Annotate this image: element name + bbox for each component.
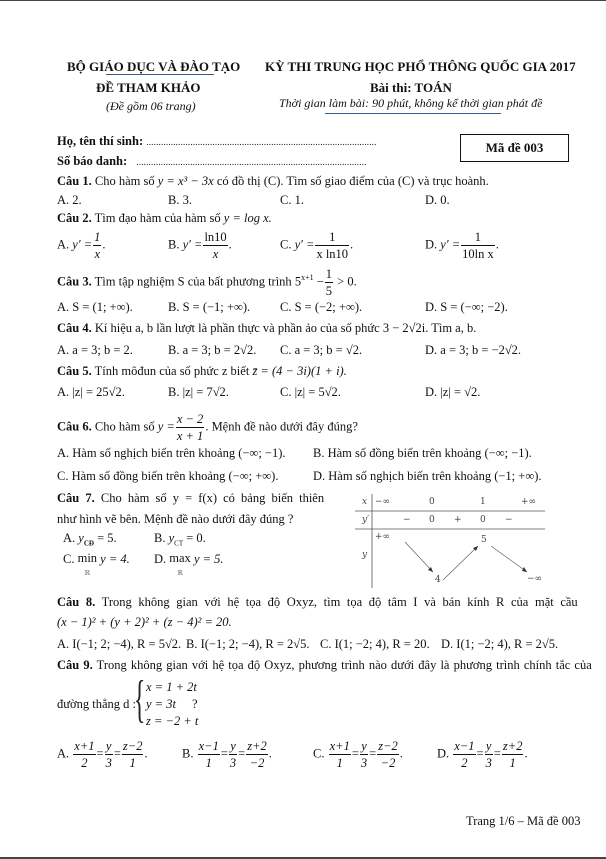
fraction [198,740,220,769]
system-equation: z = −2 + t [146,714,199,728]
fraction [229,740,237,769]
formula-tail: > 0. [337,274,357,289]
numerator: x−1 [454,739,475,753]
pages-note: (Đề gồm 06 trang) [106,99,196,113]
system-equation: y = 3t [146,697,176,711]
question-text: Cho hàm số [94,419,155,434]
increasing-arrow [443,546,478,580]
question-2 [57,211,272,226]
x-value: 0 [429,497,435,507]
ministry-underline [106,74,214,75]
ministry-name: BỘ GIÁO DỤC VÀ ĐÀO TẠO [67,59,241,74]
yprime-value: 0 [429,515,435,525]
numerator: y [361,739,367,753]
q8-option-c[interactable]: C. I(1; −2; 4), R = 20. [320,637,430,651]
option-letter: C. [280,237,292,252]
fraction [485,740,493,769]
q4-option-c[interactable]: C. a = 3; b = √2. [280,343,363,357]
denominator: x [94,246,101,261]
denominator: 2 [461,755,468,770]
denominator: 3 [105,755,112,770]
question-6 [57,413,358,442]
option-lhs: y′ = [182,237,203,252]
max-operator [169,552,191,577]
yprime-sign: − [505,515,513,525]
q6-option-b[interactable]: B. Hàm số đồng biến trên khoảng (−∞; −1). [313,446,532,460]
option-letter: C. [313,746,325,761]
option-letter: D. [154,552,167,566]
fraction [325,268,333,297]
q5-option-c[interactable]: C. |z| = 5√2. [280,385,341,399]
exam-code: Mã đề 003 [485,140,544,155]
question-text: Tìm đạo hàm của hàm số [94,211,221,225]
option-expr: min [77,551,98,565]
q9-option-c[interactable]: C. $\frac{x+1}{1}$ = $\frac{y}{3}$ = $\frac{z-2}{-2}$ . [313,739,403,770]
option-letter: B. [168,237,180,252]
question-1 [57,174,489,189]
denominator: 1 [336,755,343,770]
denominator: 1 [205,755,212,770]
option-lhs: y′ = [440,237,461,252]
yprime-sign: − [403,515,411,525]
decreasing-arrow [491,546,527,572]
page-top-border [0,0,606,1]
q9-option-d[interactable]: D. $\frac{x-1}{2}$ = $\frac{y}{3}$ = $\frac{z+2}{1}$ . [437,739,528,770]
y-value: +∞ [375,532,391,542]
arrow-head [522,567,527,572]
question-4 [57,321,476,336]
question-text-after: có đồ thị (C). Tìm số giao điểm của (C) và trục hoành. [216,174,489,188]
option-letter: B. [182,746,194,761]
fraction [203,231,227,260]
denominator: 1 [129,755,136,770]
question-formula: z̄ = (4 − 3i)(1 + i). [252,364,347,378]
question-text: Trong không gian với hệ tọa độ Oxyz, phương trình nào dưới đây là phương trình chính tắc của [96,658,592,672]
denominator: 3 [485,755,492,770]
q7-option-b[interactable] [154,531,206,548]
question-text: Kí hiệu a, b lần lượt là phần thực và phần ảo của số phức 3 − 2√2i. Tìm a, b. [94,321,477,335]
fraction [73,740,95,769]
time-note: Thời gian làm bài: 90 phút, không kể thời gian phát đề [279,96,543,110]
question-text: Tìm tập nghiệm S của bất phương trình [94,274,292,289]
option-lhs: y′ = [294,237,315,252]
denominator: x ln10 [316,246,349,261]
option-expr: y [78,531,84,545]
option-rhs: = 0. [186,531,206,545]
denominator: 5 [325,283,333,298]
q9-option-a[interactable]: A. $\frac{x+1}{2}$ = $\frac{y}{3}$ = $\frac{z-2}{1}$ . [57,739,148,770]
doc-type: ĐỀ THAM KHẢO [96,80,201,95]
student-id-label: Số báo danh: [57,154,128,168]
line-label: đường thẳng d : [57,697,137,711]
option-sub: ℝ [177,568,183,577]
fraction [461,231,495,260]
fraction [246,740,268,769]
q4-option-a[interactable]: A. a = 3; b = 2. [57,343,133,357]
numerator: x − 2 [176,412,204,426]
decreasing-arrow [405,542,433,572]
yprime-value: 0 [480,515,486,525]
q2-option-d[interactable]: D. y′ = $\frac{1}{\text{10ln x}}$ . [425,230,499,261]
fraction [453,740,475,769]
option-letter: B. [154,531,166,545]
q8-formula: (x − 1)² + (y + 2)² + (z − 4)² = 20. [57,615,232,629]
numerator: 1 [94,230,101,244]
student-id-field[interactable]: .............................................................................................. [136,157,367,167]
q4-option-d[interactable]: D. a = 3; b = −2√2. [425,343,522,357]
option-lhs: y′ = [72,237,93,252]
option-letter: A. [63,531,76,545]
question-7 [57,491,324,506]
question-label: Câu 9. [57,658,93,672]
denominator: −2 [249,755,265,770]
numerator: y [105,739,112,753]
q2-option-c[interactable]: C. y′ = $\frac{1}{\text{x ln10}}$ . [280,230,354,261]
option-expr: y [168,531,175,545]
q6-option-d[interactable]: D. Hàm số nghịch biến trên khoảng (−1; +∞). [313,469,542,483]
option-rhs: y = 5. [193,552,224,566]
option-letter: A. [57,237,70,252]
time-underline [325,113,501,114]
page-footer: Trang 1/6 – Mã đề 003 [466,814,581,828]
q7-option-a[interactable] [63,531,117,548]
question-label: Câu 2. [57,211,92,225]
numerator: 1 [461,231,495,246]
denominator: x [212,246,219,261]
formula-exponent: x+1 [301,273,314,283]
system-equation: x = 1 + 2t [146,680,197,694]
denominator: −2 [380,755,396,770]
fraction [122,740,144,769]
option-letter: A. [57,746,70,761]
x-value: −∞ [375,497,391,507]
numerator: x+1 [74,739,95,753]
option-sub: CT [174,539,184,548]
fraction [176,413,204,442]
q4-option-b[interactable]: B. a = 3; b = 2√2. [168,343,257,357]
option-expr: max [169,551,191,565]
question-mark: ? [192,697,198,711]
student-name-row[interactable] [57,134,377,149]
question-3 [57,268,357,297]
option-letter: D. [437,746,450,761]
denominator: 10ln x [462,246,494,261]
q9-option-b[interactable]: B. $\frac{x-1}{1}$ = $\frac{y}{3}$ = $\frac{z+2}{-2}$ . [182,739,272,770]
x-label: x [362,497,368,507]
question-text: Cho hàm số [94,174,155,188]
q1-option-c[interactable]: C. 1. [280,193,304,207]
fraction [93,231,101,260]
numerator: z+2 [502,739,523,753]
yprime-sign: + [454,515,462,525]
exam-title: KỲ THI TRUNG HỌC PHỔ THÔNG QUỐC GIA 2017 [265,59,576,74]
fraction [329,740,351,769]
line-system [146,679,198,730]
student-name-field[interactable]: .............................................................................................. [146,137,377,147]
question-label: Câu 3. [57,274,92,289]
yprime-label: y′ [362,515,370,525]
numerator: x−1 [198,739,219,753]
numerator: ln10 [204,230,227,244]
option-rhs: = 5. [97,531,117,545]
fraction [315,231,349,260]
fraction [377,740,399,769]
q1-option-a[interactable]: A. 2. [57,193,82,207]
numerator: 1 [325,267,333,281]
q6-option-a[interactable]: A. Hàm số nghịch biến trên khoảng (−∞; −1). [57,446,286,460]
q8-option-b[interactable]: B. I(−1; 2; −4), R = 2√5. [186,637,310,651]
numerator: z−2 [122,739,143,753]
numerator: 1 [315,231,349,246]
question-label: Câu 8. [57,595,96,609]
student-id-row[interactable] [57,154,367,169]
q6-option-c[interactable]: C. Hàm số đồng biến trên khoảng (−∞; +∞). [57,469,279,483]
question-label: Câu 6. [57,419,92,434]
question-label: Câu 4. [57,321,92,335]
q8-option-a[interactable]: A. I(−1; 2; −4), R = 5√2. [57,637,182,651]
numerator: z+2 [247,739,267,753]
min-operator [78,552,97,577]
q3-option-b[interactable]: B. S = (−1; +∞). [168,300,251,314]
y-value: 4 [435,575,441,585]
q7-option-d[interactable] [154,552,224,577]
exam-subject: Bài thi: TOÁN [370,80,452,95]
variation-table [355,494,545,588]
fraction [360,740,368,769]
question-8 [57,595,578,610]
y-value: −∞ [527,574,543,584]
denominator: 1 [509,755,516,770]
fraction [502,740,524,769]
exam-code-box [460,134,569,162]
q1-option-d[interactable]: D. 0. [425,193,450,207]
system-brace: { [134,671,146,728]
formula-minus: − [316,274,324,289]
q3-option-a[interactable]: A. S = (1; +∞). [57,300,133,314]
numerator: z−2 [378,739,398,753]
numerator: y [485,739,492,753]
q7-option-c[interactable] [63,552,130,577]
option-letter: C. [63,552,75,566]
formula-base: 5 [294,274,302,289]
student-name-label: Họ, tên thí sinh: [57,134,144,148]
denominator: 3 [360,755,368,770]
x-value: +∞ [521,497,537,507]
question-label: Câu 5. [57,364,92,378]
option-sub: CĐ [83,539,94,548]
q2-option-b[interactable]: B. y′ = $\frac{\ln 10}{x}$ . [168,230,232,261]
question-text: Trong không gian với hệ tọa độ Oxyz, tìm tọa độ tâm I và bán kính R của mặt cầu [101,595,578,609]
formula-lhs: y = [157,419,175,434]
q2-option-a[interactable]: A. y′ = $\frac{1}{x}$ . [57,230,106,261]
option-rhs: y = 4. [100,552,130,566]
option-letter: D. [425,237,438,252]
q5-option-a[interactable]: A. |z| = 25√2. [57,385,125,399]
q3-option-d[interactable]: D. S = (−∞; −2). [425,300,508,314]
question-label: Câu 1. [57,174,92,188]
q8-option-d[interactable]: D. I(1; −2; 4), R = 2√5. [441,637,559,651]
question-label: Câu 7. [57,491,95,505]
fraction [105,740,113,769]
x-value: 1 [480,497,486,507]
question-7-line2: như hình vẽ bên. Mệnh đề nào dưới đây đúng ? [57,512,294,526]
q3-option-c[interactable]: C. S = (−2; +∞). [280,300,363,314]
denominator: 3 [229,755,237,770]
question-text: Tính môđun của số phức z biết [94,364,250,378]
q5-option-d[interactable]: D. |z| = √2. [425,385,481,399]
question-formula: y = x³ − 3x [157,174,214,188]
y-label: y [362,550,368,560]
question-formula: y = log x. [223,211,272,225]
option-sub: ℝ [84,568,91,577]
numerator: x+1 [329,739,350,753]
q5-option-b[interactable]: B. |z| = 7√2. [168,385,229,399]
denominator: x + 1 [176,428,204,443]
y-value: 5 [481,535,487,545]
question-5 [57,364,347,379]
question-text-after: . Mệnh đề nào dưới đây đúng? [205,419,358,434]
q1-option-b[interactable]: B. 3. [168,193,192,207]
numerator: y [230,739,236,753]
question-text: Cho hàm số y = f(x) có bảng biến thiên [100,491,325,505]
denominator: 2 [81,755,88,770]
